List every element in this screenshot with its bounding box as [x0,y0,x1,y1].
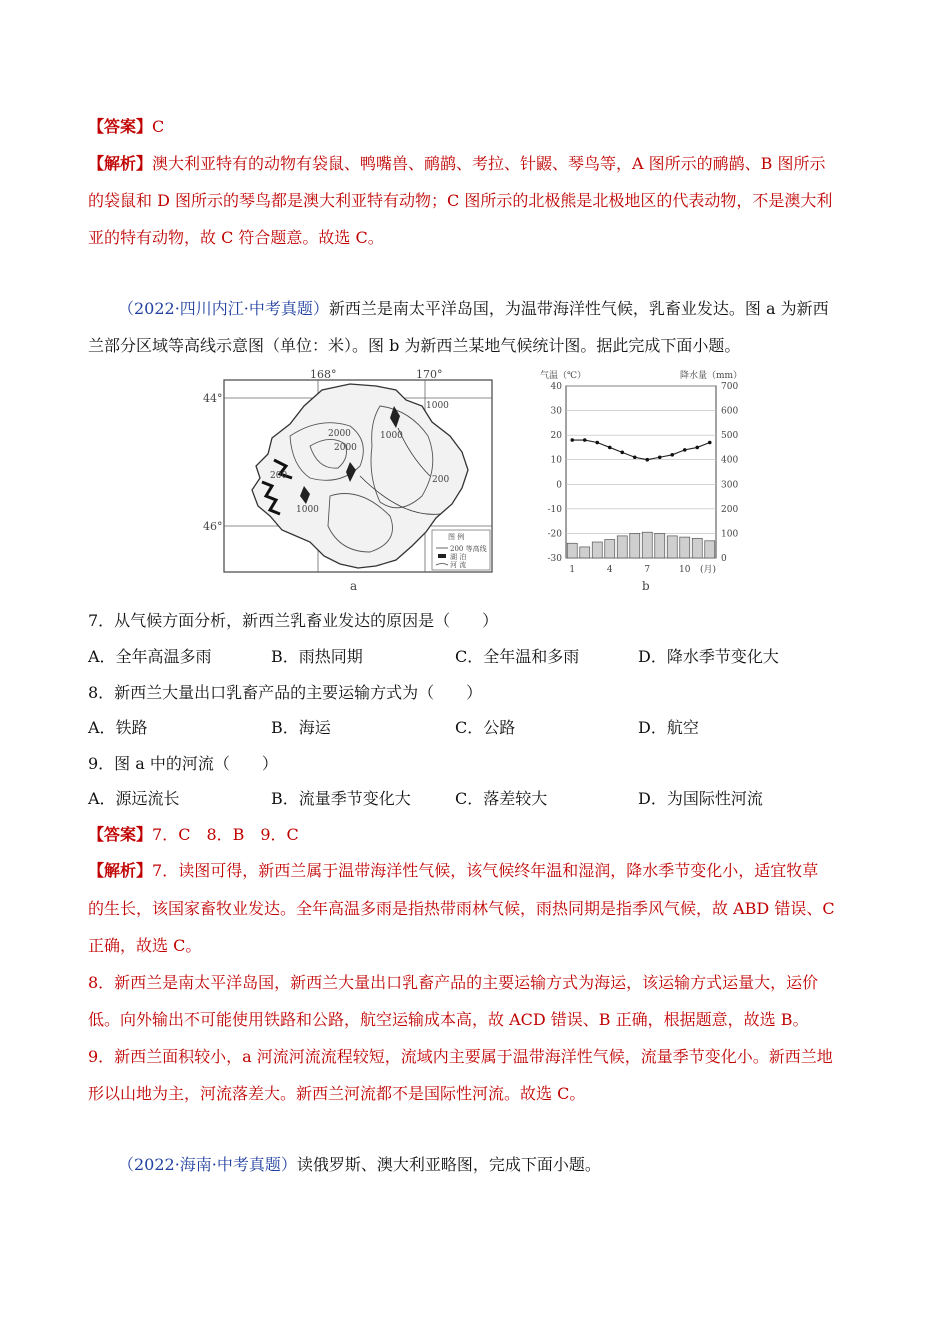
q2-analysis-7-line-2: 的生长，该国家畜牧业发达。全年高温多雨是指热带雨林气候，雨热同期是指季风气候，故 ABD 错误、C [88,899,835,918]
chart-plot-area [566,386,716,558]
chart-right-tick-label: 600 [721,406,739,417]
chart-bar [580,547,590,558]
q2-intro-text: 新西兰是南太平洋岛国，为温带海洋性气候，乳畜业发达。图 a 为新西 [328,299,829,318]
chart-right-tick-label: 100 [721,529,739,540]
chart-temp-point [683,448,687,452]
chart-right-tick-label: 500 [721,431,739,442]
chart-bar [567,543,577,558]
question-7-stem: 7．从气候方面分析，新西兰乳畜业发达的原因是（ ） [88,611,499,630]
map-contour-label: 1000 [380,431,403,441]
chart-right-tick-label: 300 [721,480,739,491]
question-9-option-d: D．为国际性河流 [638,789,763,808]
map-lat-label-44: 44° [203,392,223,405]
question-7-option-a: A．全年高温多雨 [88,647,212,666]
chart-x-axis [569,565,690,575]
chart-ylabel-right: 降水量（mm） [680,371,743,381]
answer-text: 7．C 8．B 9．C [152,825,299,844]
chart-left-tick-label: 20 [550,431,562,442]
chart-bar [617,536,627,558]
analysis-tag: 【解析】 [88,861,153,880]
chart-temp-point [608,446,612,450]
chart-left-tick-label: -20 [547,529,562,540]
chart-temp-point [570,438,574,442]
chart-bar [655,533,665,558]
q3-intro-line [118,1154,601,1176]
chart-bar [705,541,715,558]
question-8-option-a: A．铁路 [88,718,148,737]
answer-tag: 【答案】 [88,117,153,136]
chart-left-tick-label: 0 [556,480,562,491]
chart-right-axis [721,382,738,564]
chart-temp-point [658,455,662,459]
q2-answer-line [88,824,299,846]
q1-analysis-line-2: 的袋鼠和 D 图所示的琴鸟都是澳大利亚特有动物；C 图所示的北极熊是北极地区的代表动物，不是澳大利 [88,191,833,210]
chart-right-tick-label: 700 [721,382,739,392]
chart-left-tick-label: 10 [550,455,562,466]
q3-intro-text: 读俄罗斯、澳大利亚略图，完成下面小题。 [296,1155,601,1174]
q1-answer-line [88,116,164,138]
answer-tag: 【答案】 [88,825,153,844]
question-7-option-b: B．雨热同期 [271,647,363,666]
chart-temp-line [570,438,711,461]
chart-precip-bars [567,532,715,558]
chart-x-tick-label: 4 [606,565,613,575]
chart-left-tick-label: -10 [547,504,562,515]
question-7-option-d: D．降水季节变化大 [638,647,779,666]
q2-analysis-8-line-1: 8．新西兰是南太平洋岛国，新西兰大量出口乳畜产品的主要运输方式为海运，该运输方式运量大，运价 [88,973,819,992]
climate-chart [530,366,760,596]
q2-intro-line-2: 兰部分区域等高线示意图（单位：米）。图 b 为新西兰某地气候统计图。据此完成下面小题。 [88,336,741,355]
chart-x-tick-label: 7 [644,565,651,575]
analysis-text: 7．读图可得，新西兰属于温带海洋性气候，该气候终年温和湿润，降水季节变化小，适宜牧草 [152,861,819,880]
chart-right-tick-label: 400 [721,455,739,466]
chart-temp-point [708,441,712,445]
q2-analysis-9-line-1: 9．新西兰面积较小，a 河流河流流程较短，流域内主要属于温带海洋性气候，流量季节变化小。新西兰地 [88,1047,833,1066]
map-lon-label-170: 170° [416,368,443,381]
map-contour-label: 2000 [328,429,351,439]
map-lon-label-168: 168° [310,368,337,381]
chart-left-tick-label: 40 [550,382,562,392]
q1-analysis-line-3: 亚的特有动物，故 C 符合题意。故选 C。 [88,228,384,247]
map-legend-item: 湖 泊 [450,553,467,561]
map-lat-label-46: 46° [203,520,223,533]
chart-grid [566,386,716,558]
map-contour-label: 1000 [426,401,449,411]
question-7-option-c: C．全年温和多雨 [455,647,580,666]
chart-x-tick-label: 1 [569,565,576,575]
q2-analysis-7-line-3: 正确，故选 C。 [88,936,202,955]
chart-temp-point [620,451,624,455]
chart-temp-point [695,446,699,450]
chart-bar [667,536,677,558]
chart-temp-point [633,455,637,459]
chart-bar [592,542,602,558]
chart-xlabel: (月) [700,565,717,575]
chart-caption: b [642,579,650,593]
chart-temp-point [595,441,599,445]
chart-temp-point [670,453,674,457]
question-9-stem: 9．图 a 中的河流（ ） [88,754,278,773]
q2-analysis-8-line-2: 低。向外输出不可能使用铁路和公路，航空运输成本高，故 ACD 错误、B 正确，根据题意，故选 B。 [88,1010,809,1029]
q3-source: （2022·海南·中考真题） [118,1155,297,1174]
question-9-option-b: B．流量季节变化大 [271,789,411,808]
chart-bar [680,537,690,558]
chart-right-tick-label: 200 [721,504,739,515]
chart-left-axis [548,382,563,564]
chart-left-tick-label: 30 [550,406,562,417]
chart-temp-point [583,438,587,442]
q2-intro-line-1 [118,298,829,320]
chart-bar [605,540,615,558]
chart-bar [630,533,640,558]
map-legend-lake-symbol [438,554,446,558]
contour-map [200,366,500,596]
q2-analysis-9-line-2: 形以山地为主，河流落差大。新西兰河流都不是国际性河流。故选 C。 [88,1084,586,1103]
analysis-tag: 【解析】 [88,154,153,173]
q2-source: （2022·四川内江·中考真题） [118,299,329,318]
map-legend-title: 图 例 [448,533,465,541]
map-contour-label: 1000 [296,505,319,515]
question-9-option-c: C．落差较大 [455,789,548,808]
analysis-text: 澳大利亚特有的动物有袋鼠、鸭嘴兽、鸸鹋、考拉、针鼹、琴鸟等，A 图所示的鸸鹋、B 图所示 [152,154,826,173]
chart-x-tick-label: 10 [679,565,691,575]
question-8-option-c: C．公路 [455,718,516,737]
chart-ylabel-left: 气温（℃） [540,371,587,381]
answer-text: C [152,117,165,136]
map-legend-item: 200 等高线 [450,545,487,553]
chart-right-tick-label: 0 [721,554,727,564]
chart-bar [692,538,702,558]
chart-left-tick-label: -30 [547,554,562,564]
chart-temp-point [645,458,649,462]
chart-temp-series-line [572,440,710,460]
map-contour-label: 2000 [334,443,357,453]
question-8-stem: 8．新西兰大量出口乳畜产品的主要运输方式为（ ） [88,683,483,702]
map-caption: a [350,579,358,593]
q2-analysis-7-line-1 [88,860,818,882]
question-9-option-a: A．源远流长 [88,789,180,808]
map-contour-label: 200 [270,471,288,481]
chart-bar [642,532,652,558]
question-8-option-d: D．航空 [638,718,699,737]
q1-analysis-line-1 [88,153,826,175]
map-legend-item: 河 流 [450,561,467,569]
question-8-option-b: B．海运 [271,718,331,737]
map-contour-label: 200 [432,475,450,485]
